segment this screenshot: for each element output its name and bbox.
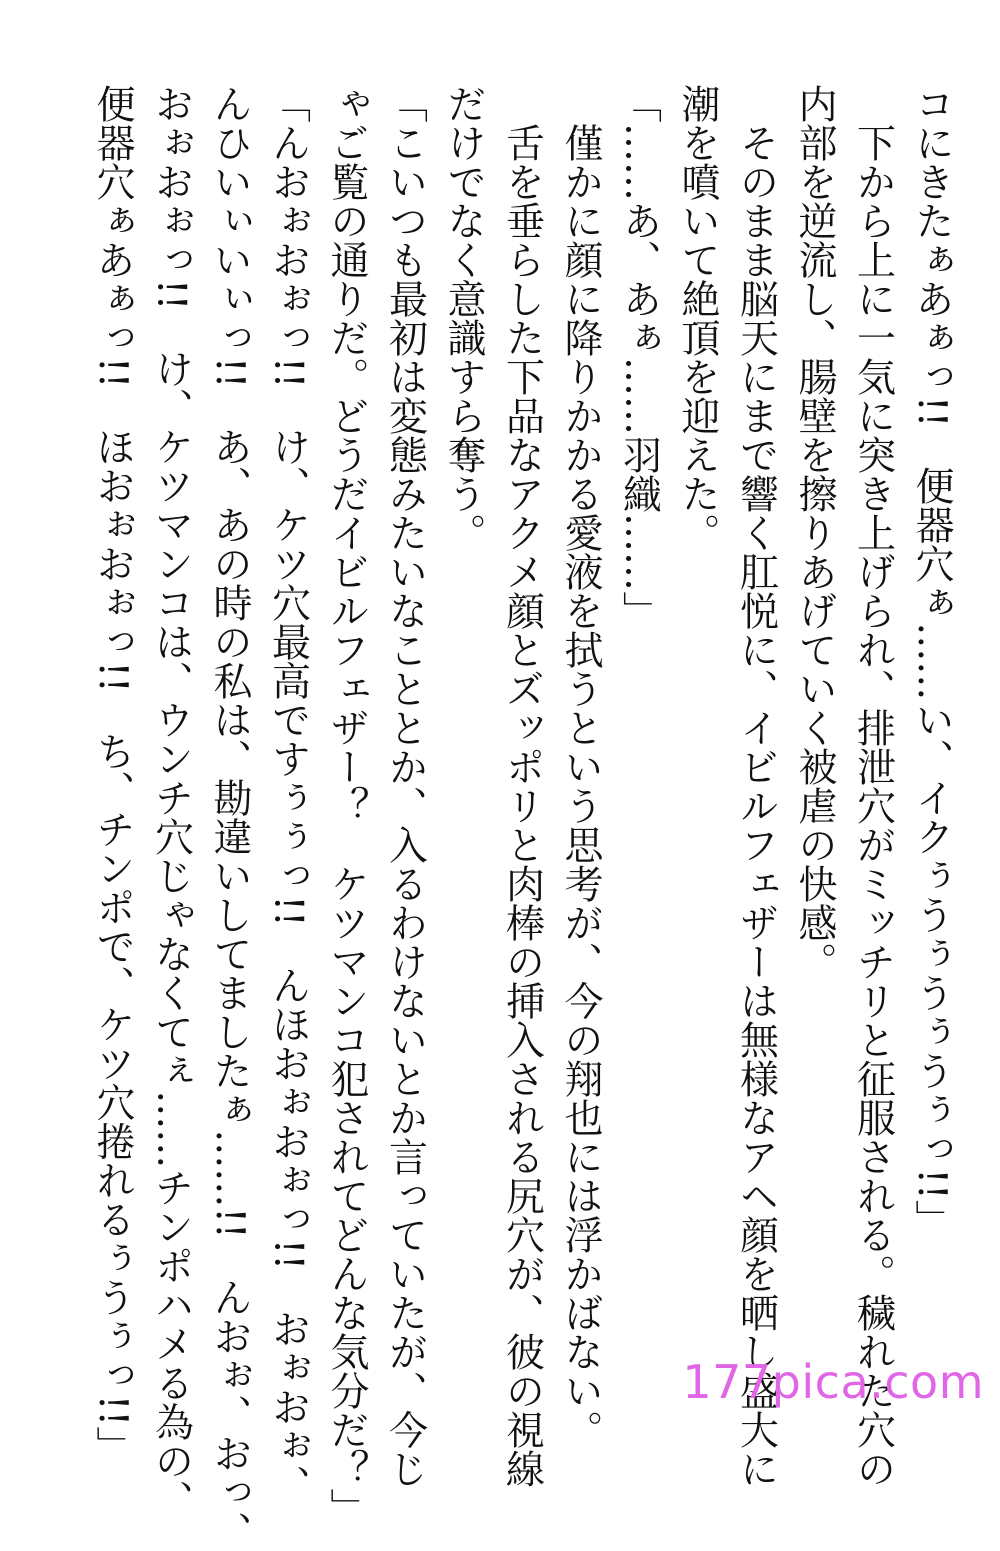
watermark: 177pica.com bbox=[682, 1355, 984, 1409]
text-line: んひいぃいぃっ!! あ、あの時の私は、勘違いしてましたぁ……!! んおぉ、おっ、 bbox=[207, 84, 252, 1551]
text-line: コにきたぁあぁっ!! 便器穴ぁ……い、イクぅうぅうぅうぅっ!!」 bbox=[909, 84, 954, 1239]
text-line: 潮を噴いて絶頂を迎えた。 bbox=[675, 84, 720, 552]
text-line: 「んおぉおぉっ!! け、ケツ穴最高ですぅぅっ!! んほおぉおぉっ!! おぉおぉ、 bbox=[265, 84, 311, 1505]
text-line: 下から上に一気に突き上げられ、排泄穴がミッチリと征服される。穢れた穴の bbox=[850, 84, 896, 1488]
text-line: 内部を逆流し、腸壁を擦りあげていく被虐の快感。 bbox=[792, 84, 837, 981]
text-line: ゃご覧の通りだ。どうだイビルフェザー？ ケツマンコ犯されてどんな気分だ？」 bbox=[324, 84, 369, 1527]
text-line: おぉおぉっ!! け、ケツマンコは、ウンチ穴じゃなくてぇ……チンポハメる為の、 bbox=[148, 84, 194, 1520]
text-line: 「……あ、あぁ……羽織……」 bbox=[616, 84, 662, 630]
text-line: 僅かに顔に降りかかる愛液を拭うという思考が、今の翔也には浮かばない。 bbox=[558, 84, 603, 1449]
text-line: 舌を垂らした下品なアクメ顔とズッポリと肉棒の挿入される尻穴が、彼の視線 bbox=[499, 84, 545, 1488]
text-line: だけでなく意識すら奪う。 bbox=[441, 84, 486, 552]
text-line: そのまま脳天にまで響く肛悦に、イビルフェザーは無様なアヘ顔を晒し盛大に bbox=[733, 84, 779, 1488]
text-line: 便器穴ぁあぁっ!! ほおぉおぉっ!! ち、チンポで、ケツ穴捲れるぅうぅっ!!」 bbox=[90, 84, 135, 1466]
text-line: 「こいつも最初は変態みたいなこととか、入るわけないとか言っていたが、今じ bbox=[382, 84, 428, 1488]
